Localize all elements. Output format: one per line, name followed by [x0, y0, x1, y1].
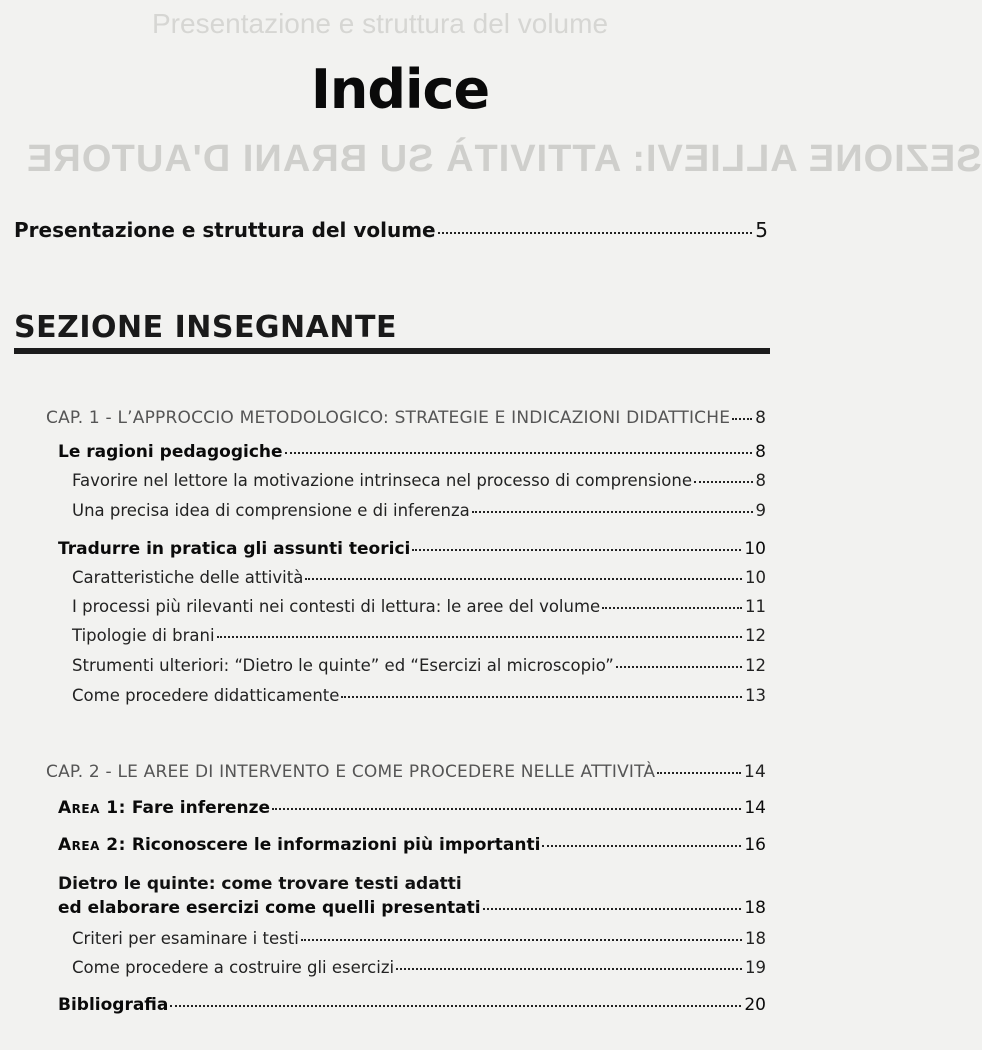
toc-page-number: 5: [755, 218, 768, 242]
dot-leader: [616, 665, 742, 668]
chapter-label: CAP. 1 - L’APPROCCIO METODOLOGICO: STRATEGIE E INDICAZIONI DIDATTICHE: [46, 408, 731, 428]
dot-leader: [301, 938, 742, 941]
toc-entry[interactable]: [58, 442, 766, 462]
toc-entry-label: Le ragioni pedagogiche: [58, 442, 283, 462]
toc-page-number: 20: [744, 995, 766, 1015]
toc-subentry[interactable]: [72, 471, 766, 490]
dot-leader: [285, 451, 753, 454]
toc-page-number: 12: [745, 656, 766, 675]
toc-entry-area-2[interactable]: [58, 835, 766, 855]
toc-entry-label: [58, 798, 270, 818]
toc-page-number: 10: [744, 539, 766, 559]
bleed-through-mirrored-text: SEZIONE ALLIEVI: ATTIVITÀ SU BRANI D'AUTORE: [26, 138, 982, 180]
toc-entry-bibliography[interactable]: [58, 995, 766, 1015]
toc-entry-label: Una precisa idea di comprensione e di inferenza: [72, 501, 470, 520]
toc-page-number: 16: [744, 835, 766, 855]
dot-leader: [732, 417, 752, 420]
toc-subentry[interactable]: [72, 597, 766, 616]
chapter-label: CAP. 2 - LE AREE DI INTERVENTO E COME PROCEDERE NELLE ATTIVITÀ: [46, 762, 656, 782]
toc-subentry[interactable]: [72, 656, 766, 675]
toc-page-number: 18: [744, 898, 766, 918]
toc-entry-label: [58, 835, 540, 855]
dot-leader: [694, 480, 752, 483]
area-title: Riconoscere le informazioni più importanti: [131, 835, 541, 855]
toc-page-number: 8: [755, 442, 766, 462]
toc-entry-label: Come procedere a costruire gli esercizi: [72, 958, 395, 977]
toc-page-number: 14: [744, 798, 766, 818]
toc-page-number: 9: [755, 501, 766, 520]
toc-chapter-1[interactable]: [46, 408, 766, 428]
toc-entry-label: Presentazione e struttura del volume: [14, 218, 436, 242]
dot-leader: [438, 231, 753, 234]
toc-entry-label: Bibliografia: [58, 995, 169, 1015]
page-title: Indice: [310, 58, 490, 121]
toc-entry-label: ed elaborare esercizi come quelli presentati: [58, 898, 481, 918]
area-prefix: Area 2:: [58, 835, 126, 855]
bleed-through-text: Presentazione e struttura del volume: [152, 8, 609, 39]
toc-entry-label: I processi più rilevanti nei contesti di lettura: le aree del volume: [72, 597, 601, 616]
dot-leader: [602, 606, 742, 609]
toc-subentry[interactable]: [72, 568, 766, 587]
toc-subentry[interactable]: [72, 626, 766, 645]
dot-leader: [542, 844, 741, 847]
area-prefix: Area 1:: [58, 798, 126, 818]
toc-subentry[interactable]: [72, 958, 766, 977]
dot-leader: [217, 635, 742, 638]
toc-page-number: 11: [745, 597, 766, 616]
dot-leader: [341, 695, 742, 698]
area-title: Fare inferenze: [131, 798, 271, 818]
toc-entry-label: Tradurre in pratica gli assunti teorici: [58, 539, 411, 559]
toc-subentry[interactable]: [72, 929, 766, 948]
toc-entry-label: Strumenti ulteriori: “Dietro le quinte” ed “Esercizi al microscopio”: [72, 656, 614, 675]
toc-entry-label: Tipologie di brani: [72, 626, 215, 645]
toc-entry-area-1[interactable]: [58, 798, 766, 818]
toc-entry-label: Criteri per esaminare i testi: [72, 929, 299, 948]
dot-leader: [412, 548, 741, 551]
toc-entry-label: Favorire nel lettore la motivazione intrinseca nel processo di comprensione: [72, 471, 693, 490]
dot-leader: [472, 510, 753, 513]
toc-page-number: 8: [755, 408, 767, 428]
section-divider: [14, 348, 770, 354]
toc-page-number: 14: [743, 762, 766, 782]
toc-subentry[interactable]: [72, 501, 766, 520]
dot-leader: [396, 967, 742, 970]
dot-leader: [657, 771, 741, 774]
section-heading: SEZIONE INSEGNANTE: [14, 310, 397, 345]
toc-page-number: 8: [755, 471, 766, 490]
toc-page-number: 10: [745, 568, 766, 587]
toc-page-number: 12: [745, 626, 766, 645]
toc-page-number: 19: [745, 958, 766, 977]
toc-subentry[interactable]: [72, 686, 766, 705]
toc-page-number: 13: [745, 686, 766, 705]
dot-leader: [483, 907, 742, 910]
dot-leader: [305, 577, 742, 580]
dot-leader: [170, 1004, 741, 1007]
toc-entry-label: Come procedere didatticamente: [72, 686, 340, 705]
toc-page-number: 18: [745, 929, 766, 948]
toc-chapter-2[interactable]: [46, 762, 766, 782]
toc-entry-label-line-1: Dietro le quinte: come trovare testi adatti: [58, 874, 462, 894]
toc-entry[interactable]: [58, 898, 766, 918]
toc-entry-intro[interactable]: [14, 218, 768, 242]
dot-leader: [272, 807, 741, 810]
toc-entry[interactable]: [58, 539, 766, 559]
toc-entry-label: Caratteristiche delle attività: [72, 568, 304, 587]
